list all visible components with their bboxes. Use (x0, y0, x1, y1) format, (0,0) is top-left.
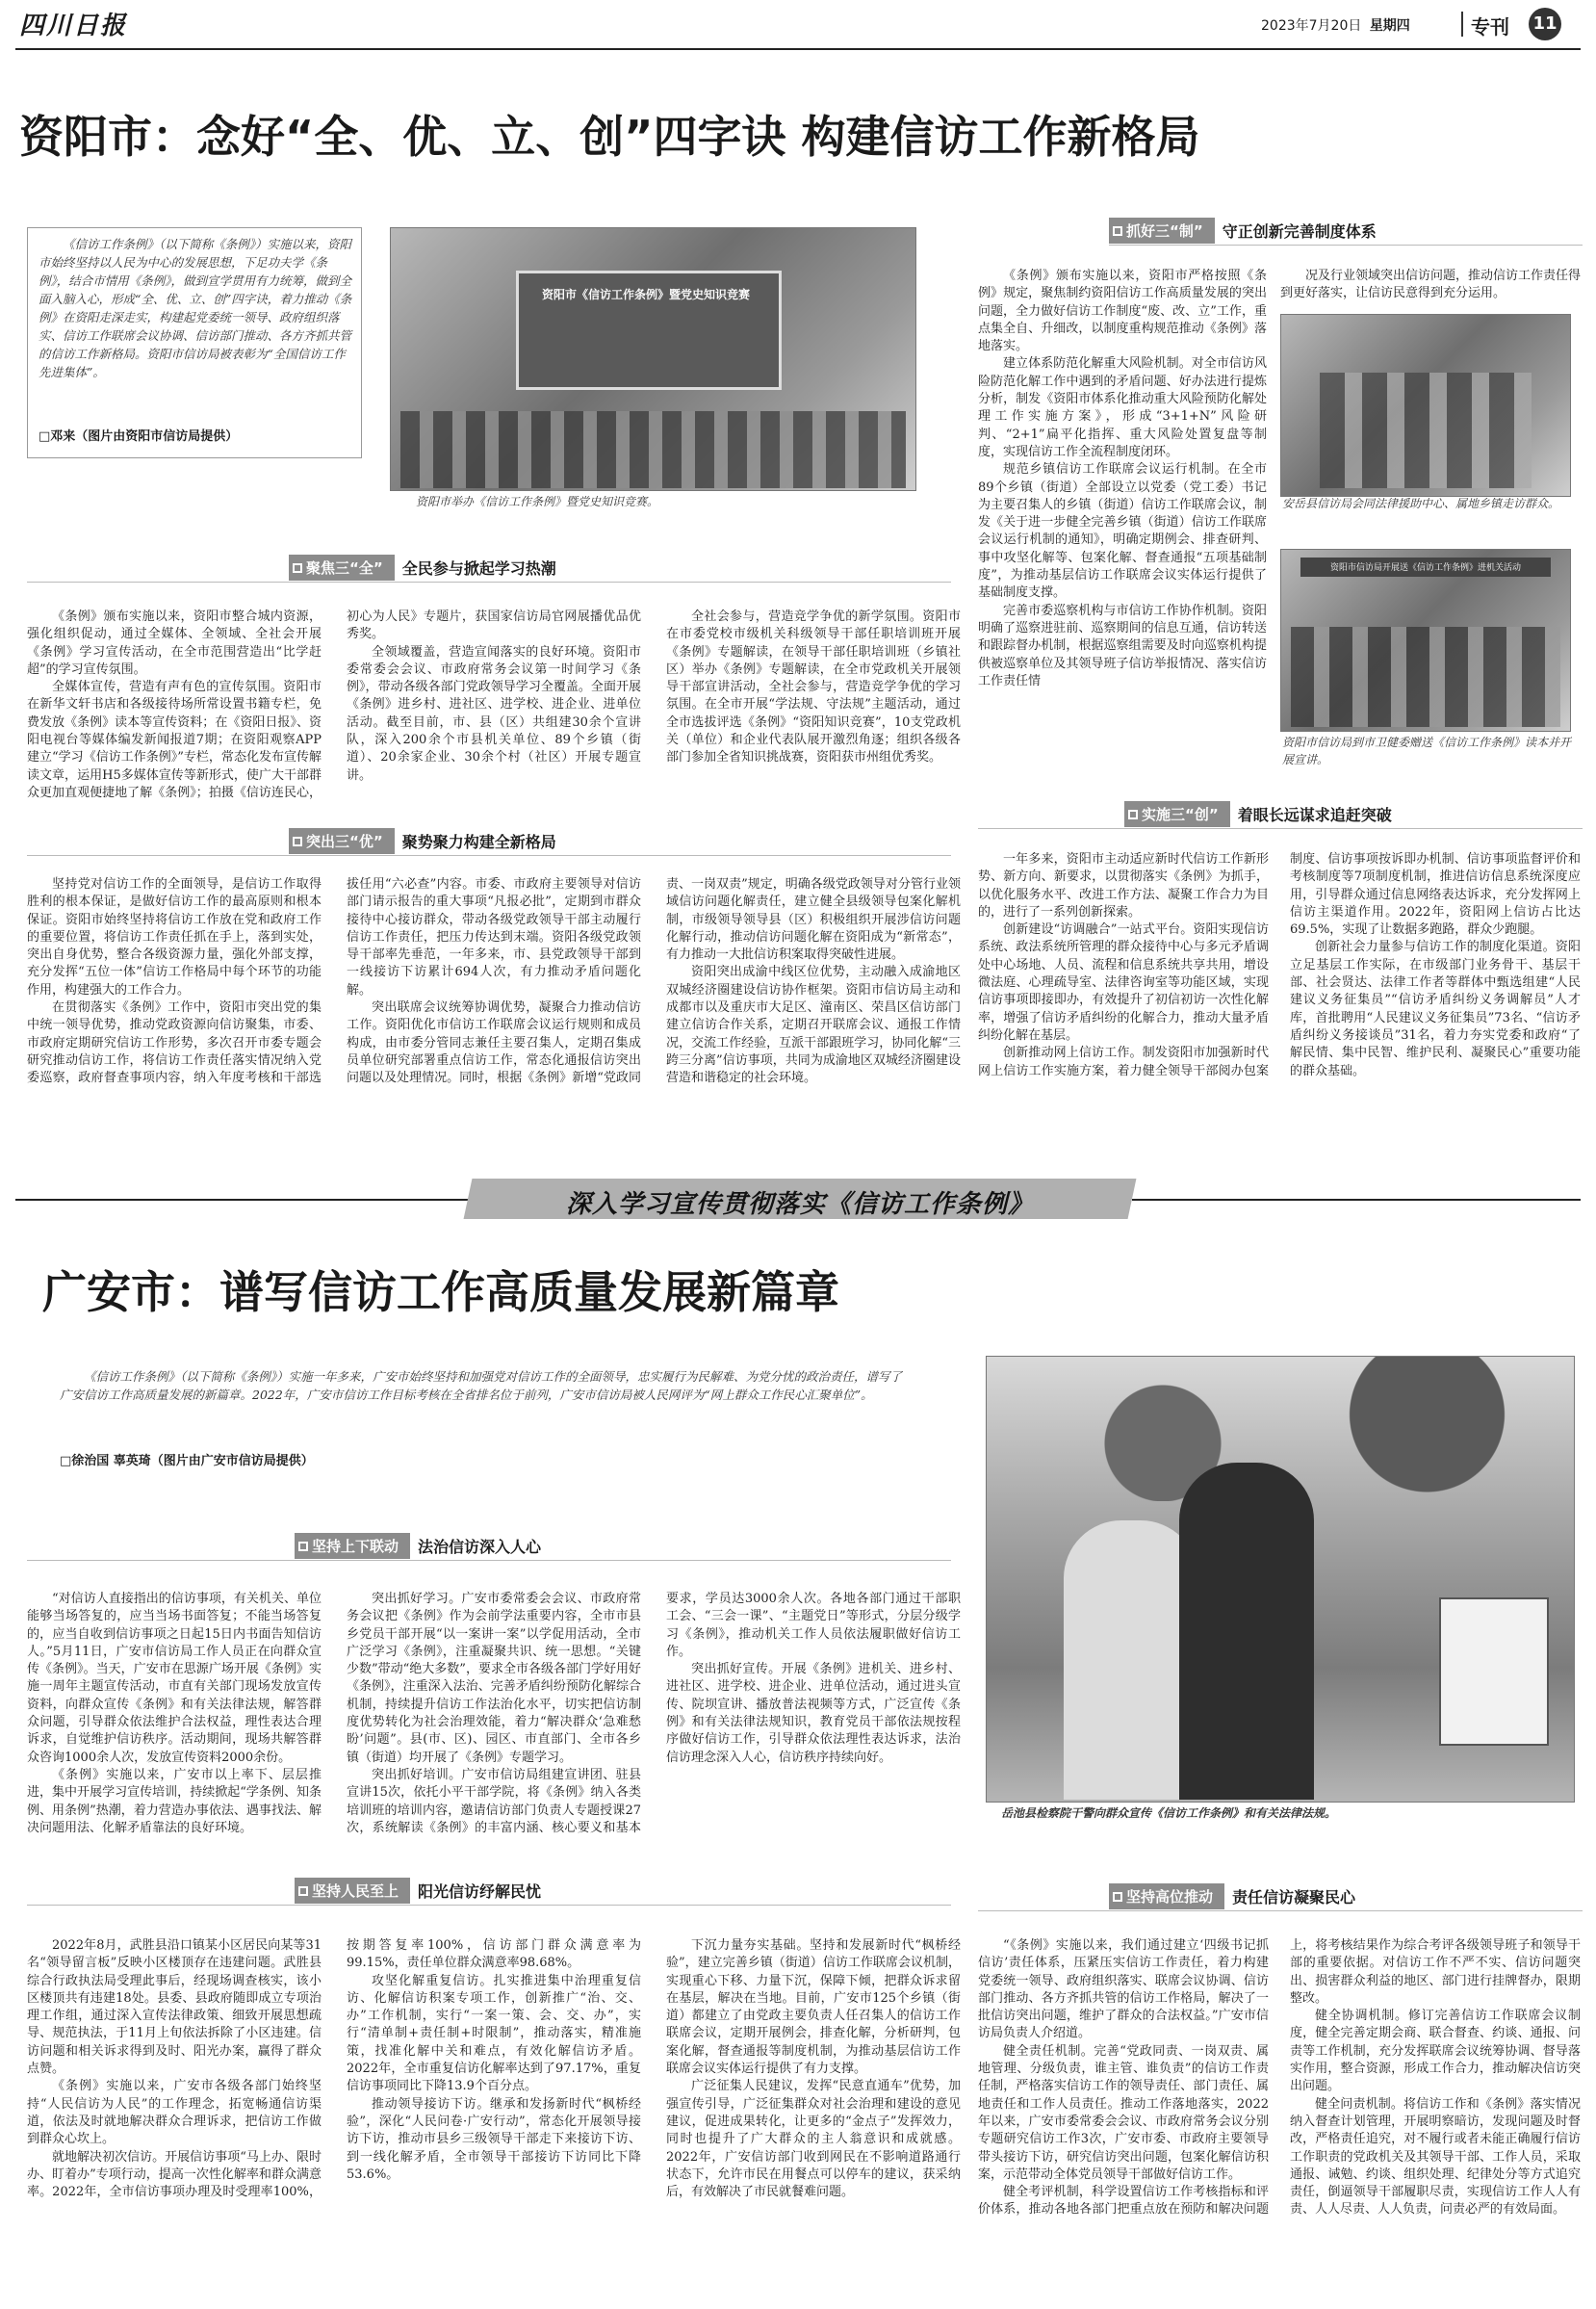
subhead-jujiao (289, 555, 556, 580)
subhead-shishi (1124, 801, 1392, 826)
photo3-people (1291, 627, 1560, 727)
paragraph: 《条例》颁布实施以来，资阳市严格按照《条例》规定，聚焦制约资阳信访工作高质量发展的突出问题，全力做好信访工作制度“废、改、立”工作，重点集全自、升细改，以制度重构规范推动《条例》落地落实。 (978, 269, 1267, 354)
paragraph: 规范乡镇信访工作联席会议运行机制。在全市89个乡镇（街道）全部设立以党委（党工委）书记为主要召集人的乡镇（街道）信访工作联席会议，制发《关于进一步健全完善乡镇（街道）信访工作联席会议运行机制的通知》，明确定期例会、排查研判、事中攻坚化解等、包案化解、督查通报“五项基础制度”，为推动基层信访工作联席会议实体运行提供了基础制度支撑。 (978, 462, 1267, 601)
subhead-line (978, 1910, 1583, 1911)
article1-col-right1b (1280, 268, 1581, 306)
band-rule-left (15, 1199, 468, 1201)
paragraph: 况及行业领域突出信访问题，推动信访工作责任得到更好落实，让信访民意得到充分运用。 (1280, 269, 1581, 301)
paragraph: 《条例》实施以来，广安市以上率下、层层推进，集中开展学习宣传培训，持续掀起“学条例、知条例、用条例”热潮，着力营造办事依法、遇事找法、解决问题用法、化解矛盾靠法的良好环境。 (27, 1767, 322, 1835)
subhead-renmin (295, 1878, 541, 1903)
subhead-text: 责任信访凝聚民心 (1232, 1887, 1356, 1907)
paragraph: 《条例》颁布实施以来，资阳市整合城内资源，强化组织促动，通过全媒体、全领域、全社会开展《条例》学习宣传活动，在全市范围营造出“比学赶超”的学习宣传氛围。 (27, 610, 322, 677)
article2-col-bot (27, 1937, 961, 2299)
section-label: 专刊 (1471, 15, 1509, 39)
paragraph: 坚持党对信访工作的全面领导，是信访工作取得胜利的根本保证，是做好信访工作的最高原则和根本保证。资阳市始终坚持将信访工作放在党和政府工作的重要位置，将信访工作责任抓在手上，落到实处，突出自身优势，整合各级资源力量，强化外部支撑，充分发挥“五位一体”信访工作格局中每个环节的功能作用，构建强大的工作合力。 (27, 877, 322, 998)
subhead-box: 突出三“优” (289, 828, 395, 854)
paragraph: 健全责任机制。完善“党政同责、一岗双责、属地管理、分级负责，谁主管、谁负责”的信访工作责任制，严格落实信访工作的领导责任、部门责任、属地责任和工作人员责任。推动工作落地落实，2022年以来，广安市委常委会会议、市政府常务会议分别专题研究信访工作3次，广安市委、市政府主要领导带头接访下访，研究信访突出问题，包案化解信访积案，示范带动全体党员领导干部做好信访工作。 (978, 2043, 1269, 2182)
subhead-line (27, 855, 951, 856)
subhead-text: 法治信访深入人心 (418, 1537, 542, 1556)
subhead-box: 坚持高位推动 (1109, 1883, 1224, 1909)
photo1-caption: 资阳市举办《信访工作条例》暨党史知识竞赛。 (416, 495, 659, 508)
paragraph: 下沉力量夯实基础。坚持和发展新时代“枫桥经验”，建立完善乡镇（街道）信访工作联席会议机制，实现重心下移、力量下沉，保障下倾，把群众诉求留在基层，解决在当地。目前，广安市125个乡镇（街道）都建立了由党政主要负责人任召集人的信访工作联席会议，定期开展例会，排查化解，分析研判，包案化解，督查通报等制度机制，为推动基层信访工作联席会议实体运行提供了有力支撑。 (666, 1938, 961, 2077)
paragraph: 健全问责机制。将信访工作和《条例》落实情况纳入督查计划管理，开展明察暗访，发现问题及时督改，严格责任追究，对不履行或者未能正确履行信访工作职责的党政机关及其领导干部、工作人员，采取通报、诫勉、约谈、组织处理、纪律处分等方式追究责任，倒逼领导干部履职尽责，实现信访工作人人有责、人人尽责、人人负责，问责必严的有效局面。 (1290, 2096, 1581, 2218)
subhead-text: 阳光信访纾解民忧 (418, 1881, 542, 1901)
paragraph: 在贯彻落实《条例》工作中，资阳市突出党的集中统一领导优势，推动党政资源向信访聚集，市委、市政府定期研究信访工作形势，多次召开市委专题会研究推动信访工作，将信访工作责任落实情况纳入党委巡察，政府督查事项内容，纳入年度考核和干部选拔任用“六必查”内容。市委、市政府主要领导对信访部门请示报告的重大事项“凡报必批”，定期到市群众接待中心接访群众，带动各级党政领导干部主动履行信访工作责任，把压力传达到末端。资阳各级党政领导干部率先垂范，一年多来，市、县党政领导干部到一线接访下访累计694人次，有力推动矛盾问题化解。 (27, 877, 641, 1086)
subhead-line (978, 828, 1583, 829)
subhead-tuchu (289, 828, 556, 853)
paragraph: 推动领导接访下访。继承和发扬新时代“枫桥经验”，深化“人民问卷·广安行动”，常态化开展领导接访下访，推动市县乡三级领导干部走下来接访下访、到一线化解矛盾，全市领导干部接访下访同比下降53.6%。 (347, 2096, 641, 2182)
paragraph: 突出抓好培训。广安市信访局组建宣讲团、驻县宣讲15次，依托小平干部学院，将《条例》纳入各类培训班的培训内容，邀请信访部门负责人专题授课27次，系统解读《条例》的丰富内涵、核心要义和基本要求，学员达3000余人次。各地各部门通过干部职工会、“三会一课”、“主题党日”等形式，分层分级学习《条例》，推动机关工作人员依法履职做好信访工作。 (347, 1592, 961, 1835)
article2-col-top (27, 1591, 961, 1860)
photo-home-visit (1280, 314, 1571, 497)
band-text: 深入学习宣传贯彻落实《信访工作条例》 (565, 1190, 1034, 1219)
subhead-line (27, 1905, 951, 1906)
paragraph: 突出联席会议统筹协调优势，凝聚合力推动信访工作。资阳优化市信访工作联席会议运行规则和成员构成，由市委分管同志兼任主要召集人，定期召集成员单位研究部署重点信访工作，常态化通报信访突出问题以及处理情况。同时，根据《条例》新增“党政同责、一岗双责”规定，明确各级党政领导对分管行业领域信访问题化解责任，建立健全县级领导包案化解机制，市级领导领导县（区）积极组织开展涉信访问题化解行动，推动信访问题化解在资阳成为“新常态”，有力推动一大批信访积案取得突破性进展。 (347, 877, 961, 1086)
paragraph: 《条例》实施以来，广安市各级各部门始终坚持“人民信访为人民”的工作理念，拓宽畅通信访渠道，依法及时就地解决群众合理诉求，把信访工作做到群众心坎上。 (27, 2079, 322, 2147)
article1-col-right1 (978, 268, 1267, 759)
subhead-line (27, 1560, 951, 1561)
paragraph: 健全协调机制。修订完善信访工作联席会议制度，健全完善定期会商、联合督查、约谈、通报、问责等工作机制，充分发挥联席会议统筹协调、督导落实作用，整合资源，形成工作合力，推动解决信访突出问题。 (1290, 2009, 1581, 2094)
subhead-line (27, 582, 951, 583)
paragraph: 资阳突出成渝中线区位优势，主动融入成渝地区双城经济圈建设信访协作框架。资阳市信访局主动和成都市以及重庆市大足区、潼南区、荣昌区信访部门建立信访合作关系，定期召开联席会议、通报工作情况，交流工作经验，互派干部跟班学习，协同化解“三跨三分离”信访事项，共同为成渝地区双城经济圈建设营造和谐稳定的社会环境。 (666, 965, 961, 1086)
paragraph: 创新推动网上信访工作。制发资阳市加强新时代网上信访工作实施方案，着力健全领导干部阅办包案制度、信访事项按诉即办机制、信访事项监督评价和考核制度等7项制度机制，推进信访信息系统深度应用，引导群众通过信息网络表达诉求，充分发挥网上信访主渠道作用。2022年，资阳网上信访占比达69.5%，实现了让数据多跑路，群众少跑腿。 (978, 852, 1581, 1078)
photo3-banner-text: 资阳市信访局开展送《信访工作条例》进机关活动 (1329, 563, 1521, 573)
photo3-caption: 资阳市信访局到市卫健委赠送《信访工作条例》读本并开展宣讲。 (1282, 736, 1572, 766)
paragraph: 全社会参与，营造竞学争优的新学氛围。资阳市在市委党校市级机关科级领导干部任职培训班开展《条例》专题解读，在领导干部任职培训班（乡镇社区）举办《条例》专题解读，在全市党政机关开展领导干部宣讲活动，全社会参与，营造竞学争优的学习氛围。在全市开展“学法规、守法规”主题活动，通过全市选拔评选《条例》“资阳知识竞赛”，10支党政机关（单位）和企业代表队展开激烈角逐；组织各级各部门参加全省知识挑战赛，资阳获市州组优秀奖。 (666, 610, 961, 765)
photo2-caption: 安岳县信访局会同法律援助中心、属地乡镇走访群众。 (1282, 497, 1560, 510)
paragraph: 《信访工作条例》（以下简称《条例》）实施以来，资阳市始终坚持以人民为中心的发展思想，下足功夫学《条例》，结合市情用《条例》，做到宣学贯用有力统筹，做到全面入脑入心，形成“全、优、立、创”四字诀，着力推动《条例》在资阳走深走实，构建起党委统一领导、政府组织落实、信访工作联席会议协调、信访部门推动、各方齐抓共管的信访工作新格局。资阳市信访局被表彰为“全国信访工作先进集体”。 (39, 237, 352, 379)
date-text: 2023年7月20日 (1261, 18, 1362, 34)
subhead-text: 全民参与掀起学习热潮 (401, 558, 556, 578)
photo-health-commission (1280, 549, 1571, 732)
subhead-box: 聚焦三“全” (289, 555, 395, 581)
paragraph: 就地解决初次信访。开展信访事项“马上办、限时办、盯着办”专项行动，提高一次性化解率和群众满意率。2022年，全市信访事项办理及时受理率100%，按期答复率100%，信访部门群众满意率为99.15%，责任单位群众满意率98.68%。 (27, 1938, 641, 2200)
subhead-gaowei (1109, 1883, 1355, 1908)
article1-col-right2 (978, 851, 1581, 1119)
subhead-shangxia (295, 1533, 541, 1558)
photo-procuratorate-publicity (986, 1356, 1575, 1803)
paragraph: 一年多来，资阳市主动适应新时代信访工作新形势、新方向、新要求，以贯彻落实《条例》为抓手，以优化服务水平、改进工作方法、凝聚工作合力为目的，进行了一系列创新探索。 (978, 852, 1269, 920)
photo-audience (400, 411, 906, 488)
subhead-line (1109, 245, 1583, 246)
subhead-box: 坚持人民至上 (295, 1878, 410, 1904)
photo-person-elder (1064, 1520, 1198, 1800)
article1-col-mid (27, 609, 961, 811)
masthead-logo: 四川日报 (19, 12, 128, 40)
paragraph: 全媒体宣传，营造有声有色的宣传氛围。资阳市在新华文轩书店和各级接待场所常设置书籍专栏，免费发放《条例》读本等宣传资料；在《资阳日报》、资阳电视台等媒体编发新闻报道7期；在资阳观察APP建立“学习《信访工作条例》”专栏，常态化发布宣传解读文章，运用H5多媒体宣传等新形式，使广大干部群众更加直观便捷地了解《条例》；拍摄《信访连民心，初心为人民》专题片，获国家信访局官网展播优品优秀奖。 (27, 610, 641, 800)
photo-person-officer (1179, 1463, 1314, 1800)
subhead-box: 坚持上下联动 (295, 1533, 410, 1559)
paragraph: 健全考评机制，科学设置信访工作考核指标和评价体系，推动各地各部门把重点放在预防和解决问题上，将考核结果作为综合考评各级领导班子和领导干部的重要依据。对信访工作不严不实、信访问题突出、损害群众利益的地区、部门进行挂牌督办，限期整改。 (978, 1938, 1581, 2218)
subhead-text: 着眼长远谋求追赶突破 (1237, 805, 1392, 824)
paragraph: 完善市委巡察机构与市信访工作协作机制。资阳明确了巡察进驻前、巡察期间的信息互通，信访转送和跟踪督办机制，根据巡察组需要及时向巡察机构提供被巡察单位及其领导班子信访举报情况、落实信访工作责任情 (978, 603, 1267, 688)
photo-knowledge-contest (390, 227, 916, 491)
subhead-text: 守正创新完善制度体系 (1222, 221, 1377, 241)
subhead-box: 抓好三“制” (1109, 218, 1215, 244)
photo2-people (1320, 373, 1532, 488)
article1-lead (39, 235, 354, 418)
article1-title: 资阳市：念好“全、优、立、创”四字诀 构建信访工作新格局 (19, 111, 1200, 163)
paragraph: 《信访工作条例》（以下简称《条例》）实施一年多来，广安市始终坚持和加强党对信访工作的全面领导，忠实履行为民解难、为党分忧的政治责任，谱写了广安信访工作高质量发展的新篇章。2022年，广安市信访工作目标考核在全省排名位于前列，广安市信访局被人民网评为“网上群众工作民心汇聚单位”。 (60, 1369, 903, 1402)
masthead-rule (15, 48, 1581, 50)
paragraph: 攻坚化解重复信访。扎实推进集中治理重复信访、化解信访积案专项工作，创新推广“治、交、办”工作机制，实行“一案一策、会、交、办”，实行“清单制+责任制+时限制”，推动落实，精准施策，找准化解中关和难点，有效化解信访矛盾。2022年，全市重复信访化解率达到了97.17%，重复信访事项同比下降13.9个百分点。 (347, 1973, 641, 2094)
paragraph: 突出抓好学习。广安市委常委会会议、市政府常务会议把《条例》作为会前学法重要内容，全市市县乡党员干部开展“以一案讲一案”以学促用活动，全市广泛学习《条例》，注重凝聚共识、统一思想。“关键少数”带动“绝大多数”，要求全市各级各部门学好用好《条例》，注重深入法治、完善矛盾纠纷预防化解综合机制，持续提升信访工作法治化水平，切实把信访制度优势转化为社会治理效能，着力“解决群众‘急难愁盼’问题”。县(市、区)、园区、市直部门、全市各乡镇（街道）均开展了《条例》专题学习。 (347, 1592, 641, 1765)
paragraph: “《条例》实施以来，我们通过建立‘四级书记抓信访’责任体系，压紧压实信访工作责任，着力构建党委统一领导、政府组织落实、联席会议协调、信访部门推动、各方齐抓共管的信访工作格局，解决了一批信访突出问题，维护了群众的合法权益。”广安市信访局负责人介绍道。 (978, 1938, 1269, 2041)
article2-photo-caption: 岳池县检察院干警向群众宣传《信访工作条例》和有关法律法规。 (1001, 1806, 1337, 1820)
paragraph: 建立体系防范化解重大风险机制。对全市信访风险防范化解工作中遇到的矛盾问题、好办法进行提炼分析，制发《资阳市体系化推动重大风险预防化解处理工作实施方案》，形成“3+1+N”风险研判、“2+1”扁平化指挥、重大风险处置复盘等制度，实现信访工作全流程制度闭环。 (978, 356, 1267, 459)
article1-col-low (27, 876, 961, 1117)
article2-lead (60, 1367, 907, 1442)
subhead-zhuahao (1109, 218, 1377, 243)
paragraph: 广泛征集人民建议，发挥“民意直通车”优势，加强宣传引导，广泛征集群众对社会治理和建设的意见建议，促进成果转化，让更多的“金点子”发挥效力，同时也提升了广大群众的主人翁意识和成就感。2022年，广安信访部门收到网民在不影响道路通行状态下，允许市民在用餐点可以停车的建议，获采纳后，有效解决了市民就餐难问题。 (666, 2079, 961, 2200)
article2-col-right (978, 1937, 1581, 2299)
article2-title: 广安市：谱写信访工作高质量发展新篇章 (42, 1266, 839, 1318)
photo-display-board (1439, 1597, 1549, 1746)
subhead-box: 实施三“创” (1124, 801, 1230, 827)
masthead-divider (1461, 12, 1463, 37)
photo1-banner-text: 资阳市《信访工作条例》暨党史知识竞赛 (541, 288, 750, 301)
issue-date (1261, 15, 1410, 35)
band-rule-right (1132, 1199, 1581, 1201)
paragraph: “对信访人直接指出的信访事项，有关机关、单位能够当场答复的，应当当场书面答复；不能当场答复的，应当自收到信访事项之日起15日内书面告知信访人。”5月11日，广安市信访局工作人员正在向群众宣传《条例》。当天，广安市在思源广场开展《条例》实施一周年主题宣传活动，市直有关部门现场发放宣传资料，向群众宣传《条例》和有关法律法规，解答群众问题，引导群众依法维护合法权益，理性表达合理诉求，自觉维护信访秩序。活动期间，现场共解答群众咨询1000余人次，发放宣传资料2000余份。 (27, 1592, 322, 1765)
weekday-text: 星期四 (1369, 18, 1410, 34)
article2-byline: □徐治国 辜英琦（图片由广安市信访局提供） (60, 1454, 314, 1468)
paragraph: 2022年8月，武胜县沿口镇某小区居民向某等31名“领导留言板”反映小区楼顶存在违建问题。武胜县综合行政执法局受理此事后，经现场调查核实，该小区楼顶共有违建18处。县委、县政府随即成立专项治理工作组，通过深入宣传法律政策、细致开展思想疏导、规范执法，于11月上旬依法拆除了小区违建。信访问题和相关诉求得到及时、阳光办案，赢得了群众点赞。 (27, 1938, 322, 2077)
paragraph: 全领域覆盖，营造宣闻落实的良好环境。资阳市委常委会会议、市政府常务会议第一时间学习《条例》，带动各级各部门党政领导学习全覆盖。全面开展《条例》进乡村、进社区、进学校、进企业、进单位活动。截至目前，市、县（区）共组建30余个宣讲队，深入200余个市县机关单位、89个乡镇（街道）、20余家企业、30余个村（社区）开展专题宣讲。 (347, 644, 641, 783)
paragraph: 创新建设“访调融合”一站式平台。资阳实现信访系统、政法系统所管理的群众接待中心与多元矛盾调处中心场地、人员、流程和信息系统共享共用，增设微法庭、心理疏导室、法律咨询室等功能区域，实现信访事项即接即办，有效提升了初信初访一次性化解率，增强了信访矛盾纠纷的化解合力，推动大量矛盾纠纷化解在基层。 (978, 922, 1269, 1043)
paragraph: 创新社会力量参与信访工作的制度化渠道。资阳立足基层工作实际，在市级部门业务骨干、基层干部、社会贤达、法律工作者等群体中甄选组建“人民建议义务征集员”“信访矛盾纠纷义务调解员”人才库，首批聘用“人民建议义务征集员”73名、“信访矛盾纠纷义务接谈员”31名，着力夯实党委和政府“了解民情、集中民智、维护民利、凝聚民心”重要功能的群众基础。 (1290, 940, 1581, 1078)
article1-byline: □邓来（图片由资阳市信访局提供） (39, 429, 239, 444)
paragraph: 突出抓好宣传。开展《条例》进机关、进乡村、进社区、进学校、进企业、进单位活动，通过进头宣传、院坝宣讲、播放普法视频等方式，广泛宣传《条例》和有关法律法规知识，教育党员干部依法规按程序做好信访工作，引导群众依法理性表达诉求，法治信访理念深入人心，信访秩序持续向好。 (666, 1662, 961, 1765)
subhead-text: 聚势聚力构建全新格局 (401, 832, 556, 851)
page-number-badge: 11 (1529, 8, 1561, 40)
